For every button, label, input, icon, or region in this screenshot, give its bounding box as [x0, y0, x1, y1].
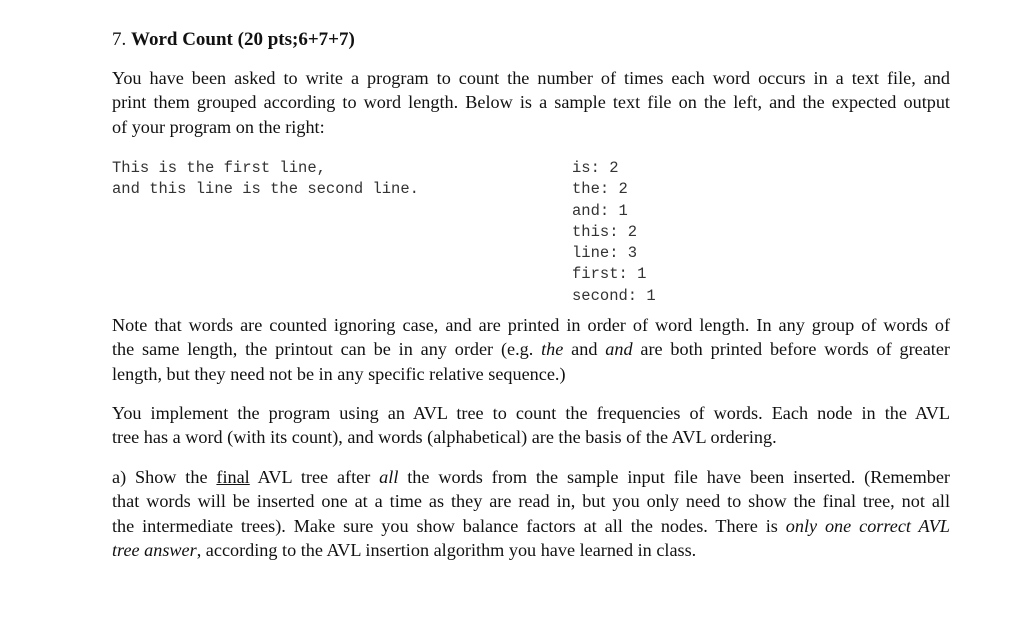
sample-input-line-2: and this line is the second line.	[112, 180, 419, 199]
part-a-line-4	[112, 538, 950, 562]
intro-line-3: of your program on the right:	[112, 116, 325, 137]
note-line-3: length, but they need not be in any specific relative sequence.)	[112, 363, 566, 384]
expected-output-text	[572, 158, 656, 307]
part-a-line-3	[112, 514, 950, 538]
output-line-1: is: 2	[572, 159, 619, 177]
note-text: the same length, the printout can be in any order (e.g.	[112, 339, 542, 360]
question-title: Word Count (20 pts;6+7+7)	[131, 29, 355, 50]
note-text: are both printed before words of greater	[632, 339, 950, 360]
part-a-underline-final: final	[216, 467, 250, 487]
sample-input-text	[112, 158, 419, 201]
avl-line-2: tree has a word (with its count), and words (alphabetical) are the basis of the AVL ordering.	[112, 427, 777, 448]
output-line-3: and: 1	[572, 201, 628, 220]
intro-paragraph	[112, 66, 950, 139]
part-a-emphasis-answer: only one correct AVL	[785, 515, 950, 536]
intro-line-2: print them grouped according to word length. Below is a sample text file on the left, and the expected output	[112, 92, 950, 113]
part-a-text: the intermediate trees). Make sure you show balance factors at all the nodes. There is	[112, 515, 786, 536]
part-a-line-1	[112, 465, 950, 489]
note-emphasis-and: and	[605, 339, 633, 360]
part-a-text: the words from the sample input file have been inserted. (Remember	[398, 467, 950, 487]
part-a-emphasis-all: all	[379, 467, 399, 487]
part-a-line-2: that words will be inserted one at a time as they are read in, but you only need to show the final tree, not all	[112, 491, 950, 512]
avl-paragraph	[112, 401, 950, 450]
part-a-text: AVL tree after	[249, 467, 380, 487]
output-line-7: second: 1	[572, 286, 656, 305]
note-line-1: Note that words are counted ignoring case, and are printed in order of word length. In any group of words of	[112, 315, 950, 335]
note-line-2	[112, 337, 950, 361]
output-line-2: the: 2	[572, 180, 628, 199]
note-text: and	[563, 339, 606, 360]
output-line-5: line: 3	[572, 244, 638, 263]
output-line-6: first: 1	[572, 265, 647, 284]
output-line-4: this: 2	[572, 222, 638, 241]
note-paragraph	[112, 313, 950, 386]
note-emphasis-the: the	[541, 339, 564, 360]
part-a-paragraph	[112, 465, 950, 563]
part-a-text: a) Show the	[112, 467, 217, 487]
intro-line-1: You have been asked to write a program to count the number of times each word occurs in a text file, and	[112, 68, 950, 88]
sample-input-line-1: This is the first line,	[112, 159, 326, 177]
part-a-emphasis-tree: tree answer	[112, 540, 197, 561]
question-number: 7.	[112, 29, 127, 50]
avl-line-1: You implement the program using an AVL tree to count the frequencies of words. Each node in the AVL	[112, 403, 950, 423]
part-a-text: , according to the AVL insertion algorithm you have learned in class.	[196, 540, 697, 561]
question-heading	[112, 28, 355, 52]
